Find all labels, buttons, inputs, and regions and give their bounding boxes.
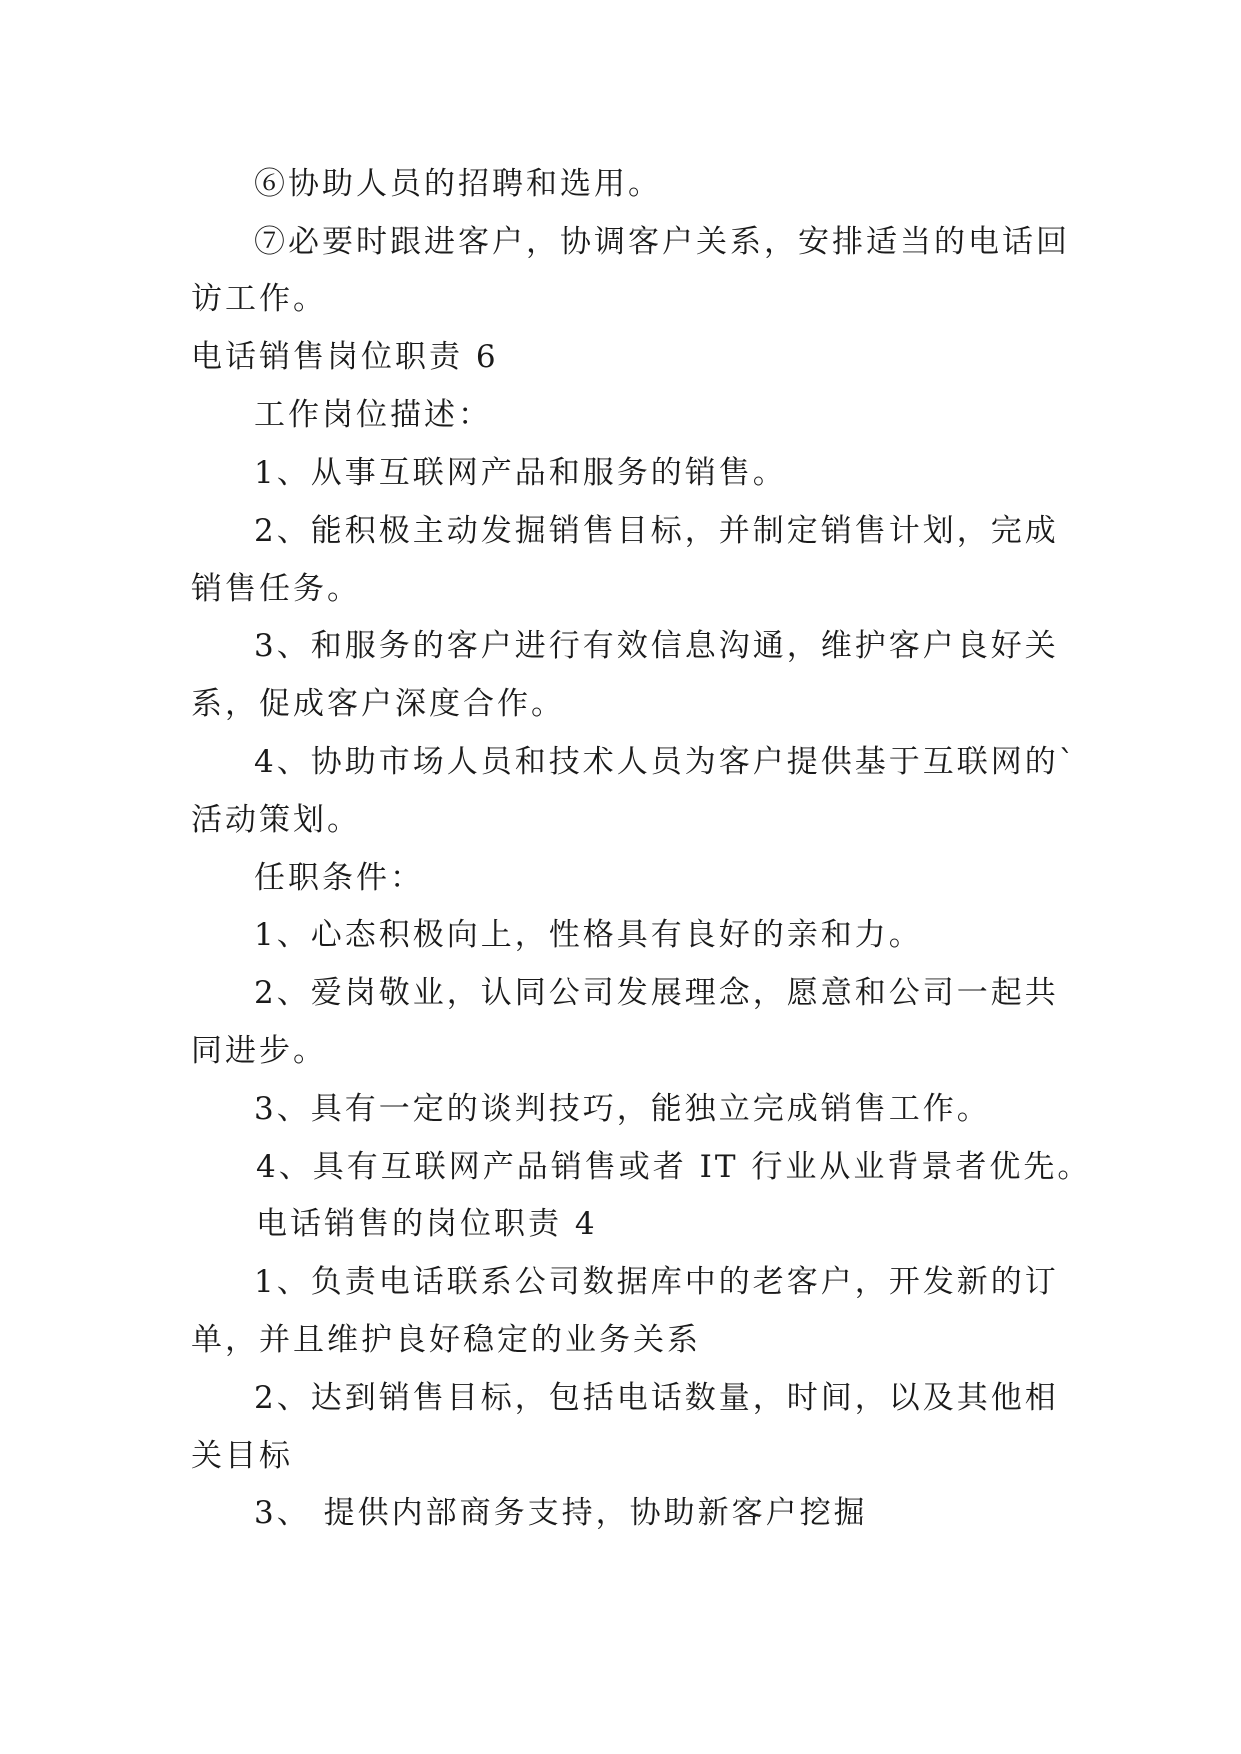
list-item: 4、协助市场人员和技术人员为客户提供基于互联网的` [254, 744, 1078, 780]
list-item: 2、爱岗敬业，认同公司发展理念，愿意和公司一起共 [254, 975, 1059, 1011]
list-item: 2、达到销售目标，包括电话数量，时间，以及其他相 [254, 1380, 1059, 1416]
list-item-continued: 关目标 [191, 1438, 293, 1474]
list-item-continued: 销售任务。 [191, 571, 361, 607]
text-line: 访工作。 [191, 281, 327, 317]
list-item: 1、心态积极向上，性格具有良好的亲和力。 [254, 917, 923, 953]
list-item: 1、从事互联网产品和服务的销售。 [254, 455, 787, 491]
section-heading: 电话销售岗位职责 6 [191, 339, 499, 375]
section-heading: 电话销售的岗位职责 4 [256, 1206, 598, 1242]
text-line: ⑥协助人员的招聘和选用。 [254, 166, 662, 202]
list-item-continued: 活动策划。 [191, 802, 361, 838]
list-item: 3、具有一定的谈判技巧，能独立完成销售工作。 [254, 1091, 991, 1127]
list-item: 4、具有互联网产品销售或者 IT 行业从业背景者优先。 [256, 1149, 1092, 1185]
list-item-continued: 系，促成客户深度合作。 [191, 686, 565, 722]
list-item: 3、和服务的客户进行有效信息沟通，维护客户良好关 [254, 628, 1059, 664]
list-item-continued: 同进步。 [191, 1033, 327, 1069]
sub-heading: 任职条件： [254, 860, 424, 896]
list-item: 1、负责电话联系公司数据库中的老客户，开发新的订 [254, 1264, 1059, 1300]
text-line: ⑦必要时跟进客户，协调客户关系，安排适当的电话回 [254, 224, 1070, 260]
list-item: 2、能积极主动发掘销售目标，并制定销售计划，完成 [254, 513, 1059, 549]
list-item: 3、 提供内部商务支持，协助新客户挖掘 [254, 1495, 868, 1531]
list-item-continued: 单，并且维护良好稳定的业务关系 [191, 1322, 701, 1358]
sub-heading: 工作岗位描述： [254, 397, 492, 433]
